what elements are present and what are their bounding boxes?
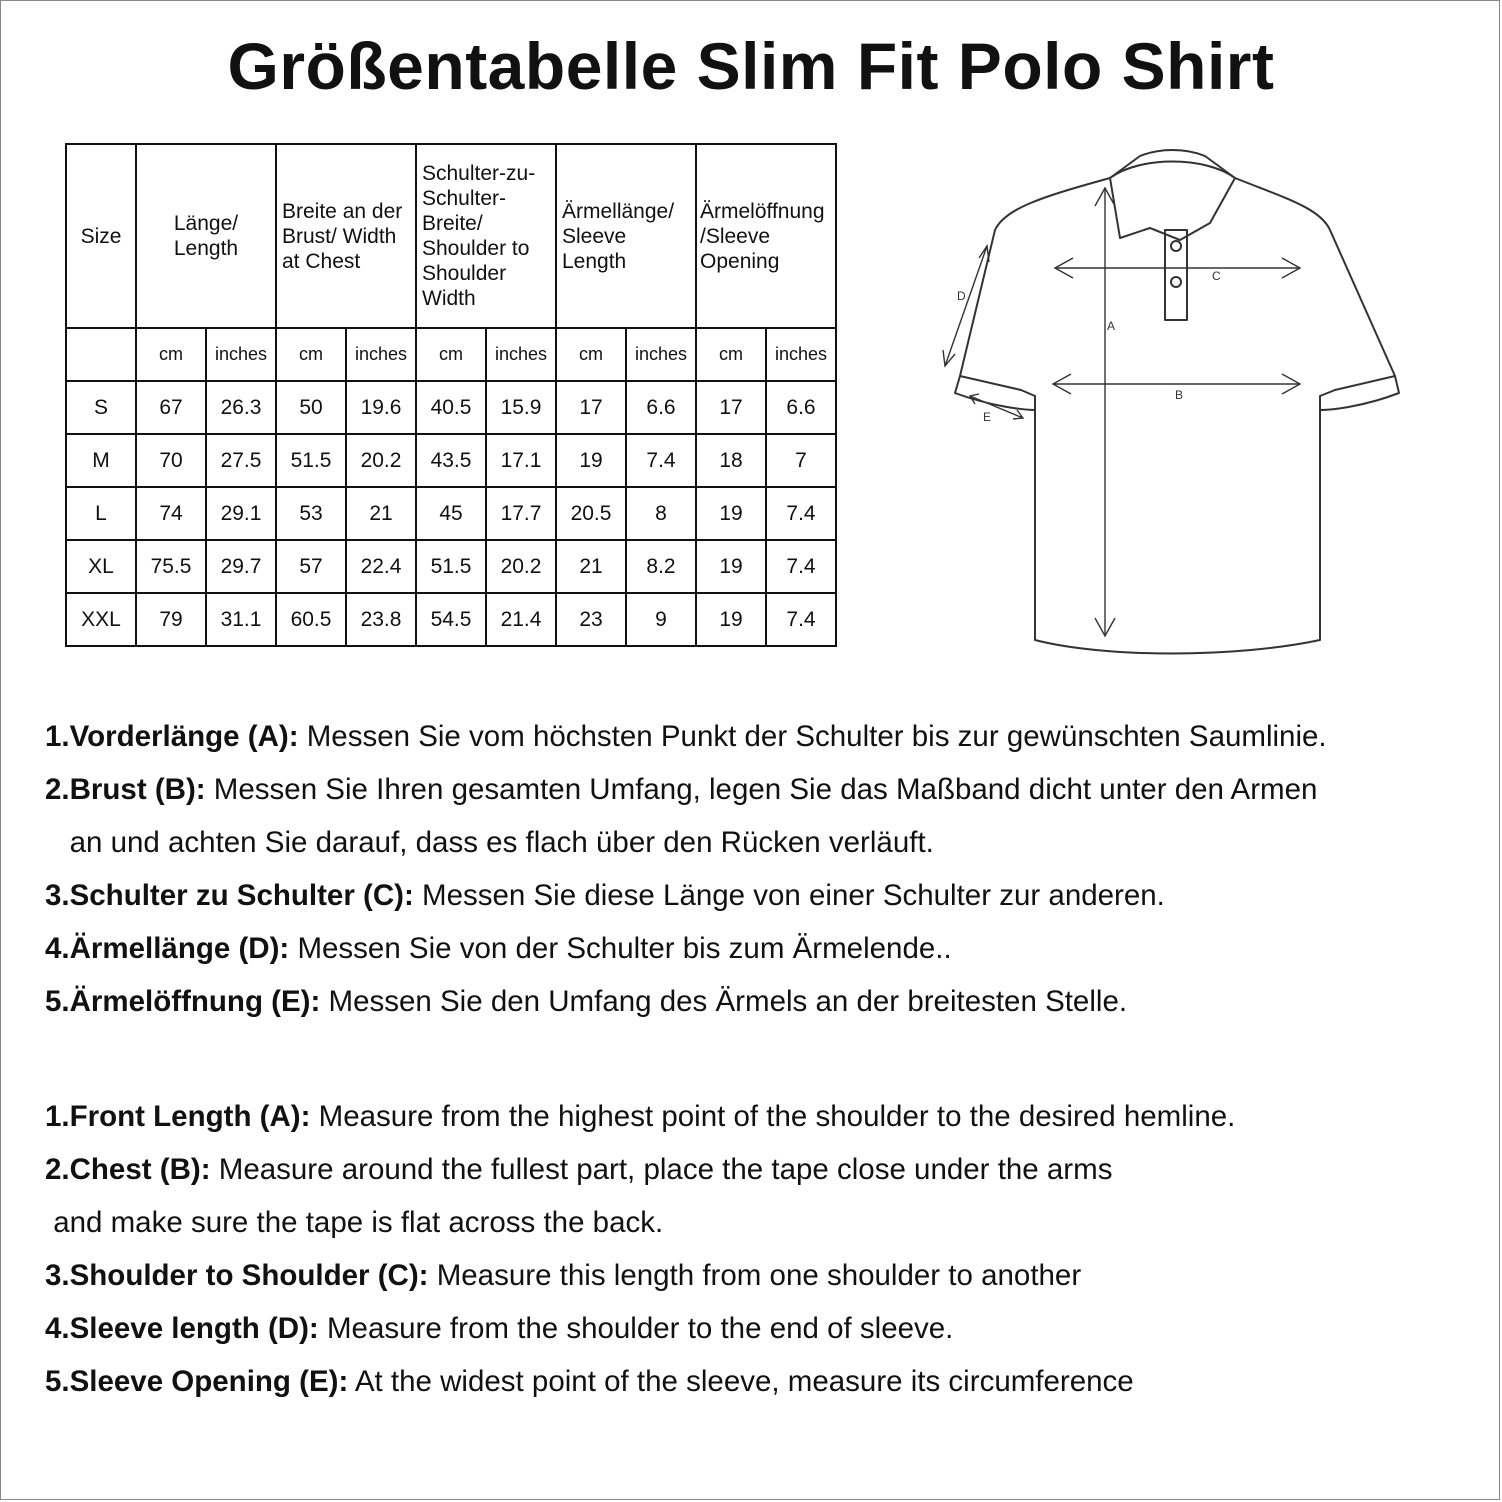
- instruction-line: [45, 763, 1495, 816]
- table-cell: 60.5: [276, 593, 346, 646]
- table-cell: 57: [276, 540, 346, 593]
- instruction-text: Measure around the fullest part, place the tape close under the arms: [210, 1153, 1113, 1186]
- instruction-text: an und achten Sie darauf, dass es flach über den Rücken verläuft.: [45, 826, 934, 859]
- instruction-text: Measure this length from one shoulder to another: [428, 1259, 1082, 1292]
- unit-inches: inches: [766, 328, 836, 381]
- placket: [1165, 230, 1187, 320]
- instruction-label: 2.Chest (B):: [45, 1153, 211, 1186]
- unit-inches: inches: [626, 328, 696, 381]
- table-cell: 51.5: [416, 540, 486, 593]
- button-bottom: [1171, 277, 1181, 287]
- table-cell: 53: [276, 487, 346, 540]
- table-cell: 7.4: [626, 434, 696, 487]
- table-cell: 8: [626, 487, 696, 540]
- unit-cm: cm: [696, 328, 766, 381]
- instruction-text: and make sure the tape is flat across the back.: [45, 1206, 664, 1239]
- table-cell: 74: [136, 487, 206, 540]
- table-header-row: [66, 144, 836, 328]
- table-cell: 26.3: [206, 381, 276, 434]
- instruction-label: 4.Ärmellänge (D):: [45, 932, 290, 965]
- instruction-line: [45, 975, 1495, 1028]
- table-cell: 20.2: [486, 540, 556, 593]
- size-label-cell: XL: [66, 540, 136, 593]
- instruction-line: [45, 1196, 1495, 1249]
- size-label-cell: M: [66, 434, 136, 487]
- table-cell: 54.5: [416, 593, 486, 646]
- unit-cm: cm: [136, 328, 206, 381]
- table-cell: 40.5: [416, 381, 486, 434]
- instructions-german: [45, 710, 1495, 1028]
- measure-lines: [943, 188, 1300, 636]
- table-cell: 75.5: [136, 540, 206, 593]
- instructions-english: [45, 1090, 1495, 1408]
- instruction-line: [45, 869, 1495, 922]
- measure-e-line: [970, 396, 1023, 418]
- instruction-text: Measure from the highest point of the shoulder to the desired hemline.: [310, 1100, 1236, 1133]
- size-label-cell: L: [66, 487, 136, 540]
- instruction-label: 3.Schulter zu Schulter (C):: [45, 879, 414, 912]
- label-d: D: [957, 289, 966, 303]
- unit-inches: inches: [486, 328, 556, 381]
- table-cell: 19.6: [346, 381, 416, 434]
- table-cell: 19: [696, 540, 766, 593]
- instruction-label: 5.Ärmelöffnung (E):: [45, 985, 321, 1018]
- header-sleeve-opening: [696, 144, 836, 328]
- table-cell: 27.5: [206, 434, 276, 487]
- table-cell: 17: [556, 381, 626, 434]
- table-cell: 22.4: [346, 540, 416, 593]
- size-label-cell: S: [66, 381, 136, 434]
- instruction-text: Messen Sie Ihren gesamten Umfang, legen Sie das Maßband dicht unter den Armen: [205, 773, 1318, 806]
- header-sleeve-length: [556, 144, 696, 328]
- table-cell: 19: [696, 593, 766, 646]
- table-cell: 21: [556, 540, 626, 593]
- table-cell: 21: [346, 487, 416, 540]
- table-cell: 7.4: [766, 487, 836, 540]
- table-cell: 79: [136, 593, 206, 646]
- header-chest: Breite an der Brust/ Width at Chest: [276, 144, 416, 328]
- header-shoulder: [416, 144, 556, 328]
- table-cell: 67: [136, 381, 206, 434]
- instruction-line: [45, 710, 1495, 763]
- shirt-body: [960, 162, 1395, 654]
- header-size: Size: [66, 144, 136, 328]
- table-cell: 15.9: [486, 381, 556, 434]
- instruction-label: 1.Vorderlänge (A):: [45, 720, 299, 753]
- header-length: [136, 144, 276, 328]
- table-cell: 7.4: [766, 540, 836, 593]
- collar: [1110, 150, 1235, 240]
- instruction-line: [45, 816, 1495, 869]
- table-row: [66, 434, 836, 487]
- instruction-label: 5.Sleeve Opening (E):: [45, 1365, 349, 1398]
- instruction-text: At the widest point of the sleeve, measure its circumference: [348, 1365, 1134, 1398]
- table-cell: 51.5: [276, 434, 346, 487]
- table-cell: 18: [696, 434, 766, 487]
- table-cell: 20.2: [346, 434, 416, 487]
- table-cell: 6.6: [626, 381, 696, 434]
- instruction-text: Measure from the shoulder to the end of sleeve.: [318, 1312, 954, 1345]
- size-table: [65, 143, 837, 647]
- button-top: [1171, 241, 1181, 251]
- polo-shirt-diagram: [935, 148, 1405, 668]
- table-cell: 7: [766, 434, 836, 487]
- table-row: [66, 381, 836, 434]
- table-cell: 19: [556, 434, 626, 487]
- units-blank: [66, 328, 136, 381]
- instruction-label: 2.Brust (B):: [45, 773, 206, 806]
- instruction-label: 3.Shoulder to Shoulder (C):: [45, 1259, 429, 1292]
- header-length-label: Länge/ Length: [173, 212, 239, 260]
- unit-cm: cm: [276, 328, 346, 381]
- table-cell: 6.6: [766, 381, 836, 434]
- unit-cm: cm: [416, 328, 486, 381]
- instruction-label: 4.Sleeve length (D):: [45, 1312, 319, 1345]
- instruction-text: Messen Sie vom höchsten Punkt der Schulter bis zur gewünschten Saumlinie.: [298, 720, 1327, 753]
- measure-labels: [957, 269, 1221, 424]
- table-cell: 50: [276, 381, 346, 434]
- instruction-line: [45, 1355, 1495, 1408]
- table-cell: 17: [696, 381, 766, 434]
- measure-d-arrow-bottom: [943, 350, 955, 366]
- table-cell: 7.4: [766, 593, 836, 646]
- table-cell: 21.4: [486, 593, 556, 646]
- instruction-line: [45, 1143, 1495, 1196]
- table-cell: 31.1: [206, 593, 276, 646]
- label-e: E: [983, 410, 992, 424]
- table-units-row: [66, 328, 836, 381]
- left-cuff: [955, 376, 1035, 410]
- table-cell: 19: [696, 487, 766, 540]
- table-cell: 43.5: [416, 434, 486, 487]
- header-sleeve-length-label: Ärmellänge/ Sleeve Length: [562, 199, 675, 273]
- table-cell: 17.1: [486, 434, 556, 487]
- table-row: [66, 593, 836, 646]
- table-row: [66, 487, 836, 540]
- instruction-line: [45, 1302, 1495, 1355]
- table-row: [66, 540, 836, 593]
- label-a: A: [1107, 319, 1116, 333]
- table-cell: 8.2: [626, 540, 696, 593]
- instruction-text: Messen Sie den Umfang des Ärmels an der breitesten Stelle.: [320, 985, 1128, 1018]
- instruction-line: [45, 1090, 1495, 1143]
- table-cell: 70: [136, 434, 206, 487]
- unit-inches: inches: [206, 328, 276, 381]
- table-cell: 23: [556, 593, 626, 646]
- size-label-cell: XXL: [66, 593, 136, 646]
- table-cell: 45: [416, 487, 486, 540]
- table-cell: 23.8: [346, 593, 416, 646]
- table-cell: 29.7: [206, 540, 276, 593]
- header-sleeve-opening-label: Ärmelöffnung /Sleeve Opening: [700, 199, 825, 273]
- right-cuff: [1320, 376, 1399, 410]
- unit-inches: inches: [346, 328, 416, 381]
- label-b: B: [1175, 388, 1184, 402]
- instruction-text: Messen Sie diese Länge von einer Schulter zur anderen.: [413, 879, 1165, 912]
- table-cell: 20.5: [556, 487, 626, 540]
- instruction-line: [45, 1249, 1495, 1302]
- label-c: C: [1212, 269, 1221, 283]
- instruction-text: Messen Sie von der Schulter bis zum Ärmelende..: [289, 932, 952, 965]
- table-cell: 17.7: [486, 487, 556, 540]
- table-cell: 29.1: [206, 487, 276, 540]
- instruction-label: 1.Front Length (A):: [45, 1100, 311, 1133]
- table-cell: 9: [626, 593, 696, 646]
- page-title: Größentabelle Slim Fit Polo Shirt: [227, 29, 1275, 103]
- instruction-line: [45, 922, 1495, 975]
- unit-cm: cm: [556, 328, 626, 381]
- header-shoulder-label: Schulter-zu-Schulter-Breite/ Shoulder to Shoulder Width: [422, 162, 536, 310]
